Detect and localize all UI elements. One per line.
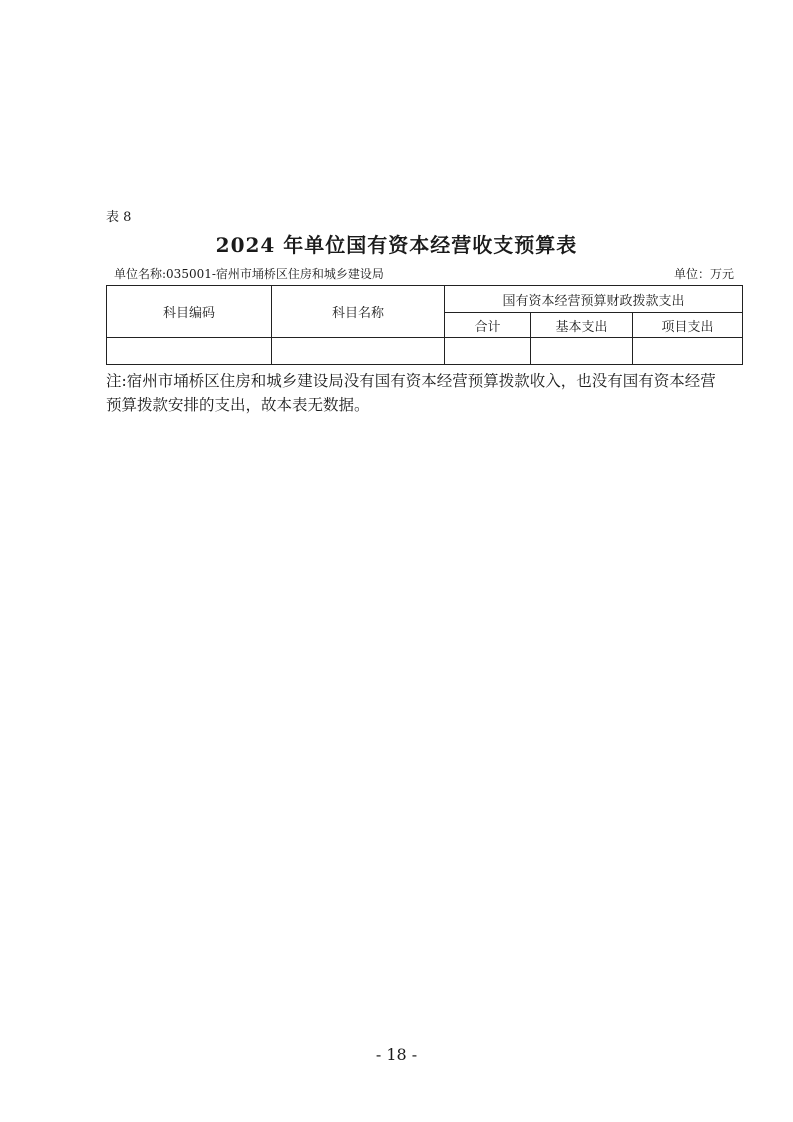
header-total: 合计 [445,313,531,338]
page-title: 2024 年单位国有资本经营收支预算表 [215,233,578,257]
table-cell [531,338,633,365]
header-expenditure-group: 国有资本经营预算财政拨款支出 [445,286,743,313]
unit-label: 单位：万元 [673,267,734,281]
budget-table [106,285,743,365]
table-cell [633,338,743,365]
table-cell [107,338,272,365]
header-project-expenditure: 项目支出 [633,313,743,338]
table-cell [445,338,531,365]
header-basic-expenditure: 基本支出 [531,313,633,338]
unit-name: 单位名称:035001-宿州市埇桥区住房和城乡建设局 [114,267,384,281]
table-row [107,338,743,365]
header-row-1 [107,286,743,313]
table-cell [272,338,445,365]
note: 注:宿州市埇桥区住房和城乡建设局没有国有资本经营预算拨款收入，也没有国有资本经营预算拨款安排的支出，故本表无数据。 [106,372,716,414]
header-subject-code: 科目编码 [107,286,272,338]
page-number: - 18 - [375,1045,418,1064]
header-subject-name: 科目名称 [272,286,445,338]
table-label: 表 8 [106,210,132,225]
